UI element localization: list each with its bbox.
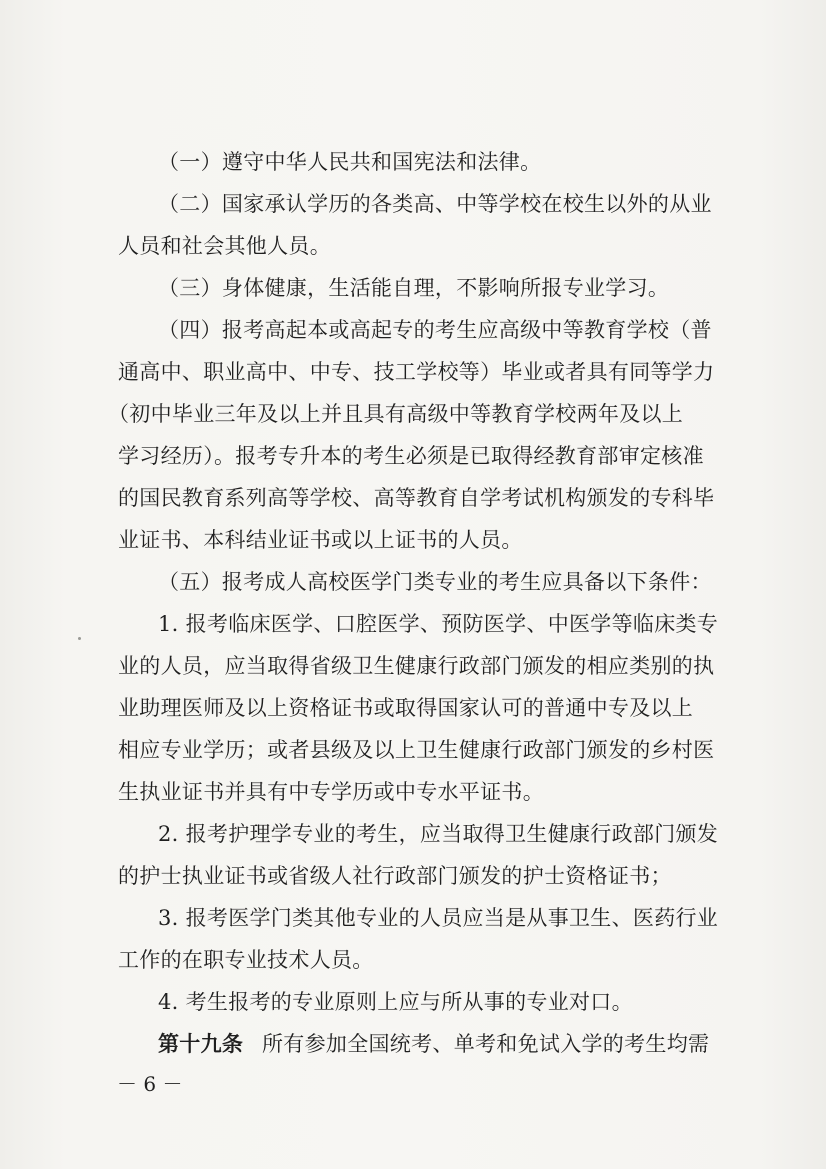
text-line-17	[0, 814, 826, 854]
text-line-3	[0, 226, 826, 266]
line-text: （四）报考高起本或高起专的考生应高级中等教育学校（普	[158, 318, 712, 342]
line-text: 业证书、本科结业证书或以上证书的人员。	[118, 528, 523, 552]
text-line-6	[0, 352, 826, 392]
line-text: 3. 报考医学门类其他专业的人员应当是从事卫生、医药行业	[158, 906, 719, 930]
article-heading: 第十九条	[158, 1031, 244, 1056]
line-text: 4. 考生报考的专业原则上应与所从事的专业对口。	[158, 990, 633, 1014]
page-number: － 6 －	[117, 1072, 183, 1096]
text-line-8	[0, 436, 826, 476]
line-text: （一）遵守中华人民共和国宪法和法律。	[158, 150, 542, 174]
text-line-1	[0, 142, 826, 182]
line-text: 工作的在职专业技术人员。	[118, 948, 374, 972]
text-line-21	[0, 982, 826, 1022]
line-text: 学习经历）。报考专升本的考生必须是已取得经教育部审定核准	[118, 444, 704, 468]
text-line-13	[0, 646, 826, 686]
text-line-2	[0, 184, 826, 224]
text-line-5	[0, 310, 826, 350]
article-line	[0, 1024, 826, 1064]
line-text: （五）报考成人高校医学门类专业的考生应具备以下条件：	[158, 570, 712, 594]
line-text: 的国民教育系列高等学校、高等教育自学考试机构颁发的专科毕	[118, 486, 715, 510]
line-text: （初中毕业三年及以上并且具有高级中等教育学校两年及以上	[108, 402, 684, 426]
line-text: 业的人员，应当取得省级卫生健康行政部门颁发的相应类别的执	[118, 654, 715, 678]
text-line-9	[0, 478, 826, 518]
text-line-19	[0, 898, 826, 938]
text-line-20	[0, 940, 826, 980]
line-text: （二）国家承认学历的各类高、中等学校在校生以外的从业	[158, 192, 712, 216]
line-text: 业助理医师及以上资格证书或取得国家认可的普通中专及以上	[118, 696, 694, 720]
text-line-14	[0, 688, 826, 728]
line-text: 人员和社会其他人员。	[118, 234, 331, 258]
text-line-7	[0, 394, 826, 434]
text-line-15	[0, 730, 826, 770]
text-line-12	[0, 604, 826, 644]
line-text: 的护士执业证书或省级人社行政部门颁发的护士资格证书；	[118, 864, 672, 888]
line-text: 相应专业学历；或者县级及以上卫生健康行政部门颁发的乡村医	[118, 738, 715, 762]
text-line-18	[0, 856, 826, 896]
text-line-16	[0, 772, 826, 812]
text-line-10	[0, 520, 826, 560]
line-text: 生执业证书并具有中专学历或中专水平证书。	[118, 780, 544, 804]
line-text: 2. 报考护理学专业的考生，应当取得卫生健康行政部门颁发	[158, 822, 719, 846]
line-text: （三）身体健康，生活能自理，不影响所报专业学习。	[158, 276, 670, 300]
text-line-11	[0, 562, 826, 602]
line-text: 通高中、职业高中、中专、技工学校等）毕业或者具有同等学力	[118, 360, 715, 384]
text-line-4	[0, 268, 826, 308]
line-text: 1. 报考临床医学、口腔医学、预防医学、中医学等临床类专	[158, 612, 719, 636]
article-text: 所有参加全国统考、单考和免试入学的考生均需	[262, 1032, 710, 1056]
